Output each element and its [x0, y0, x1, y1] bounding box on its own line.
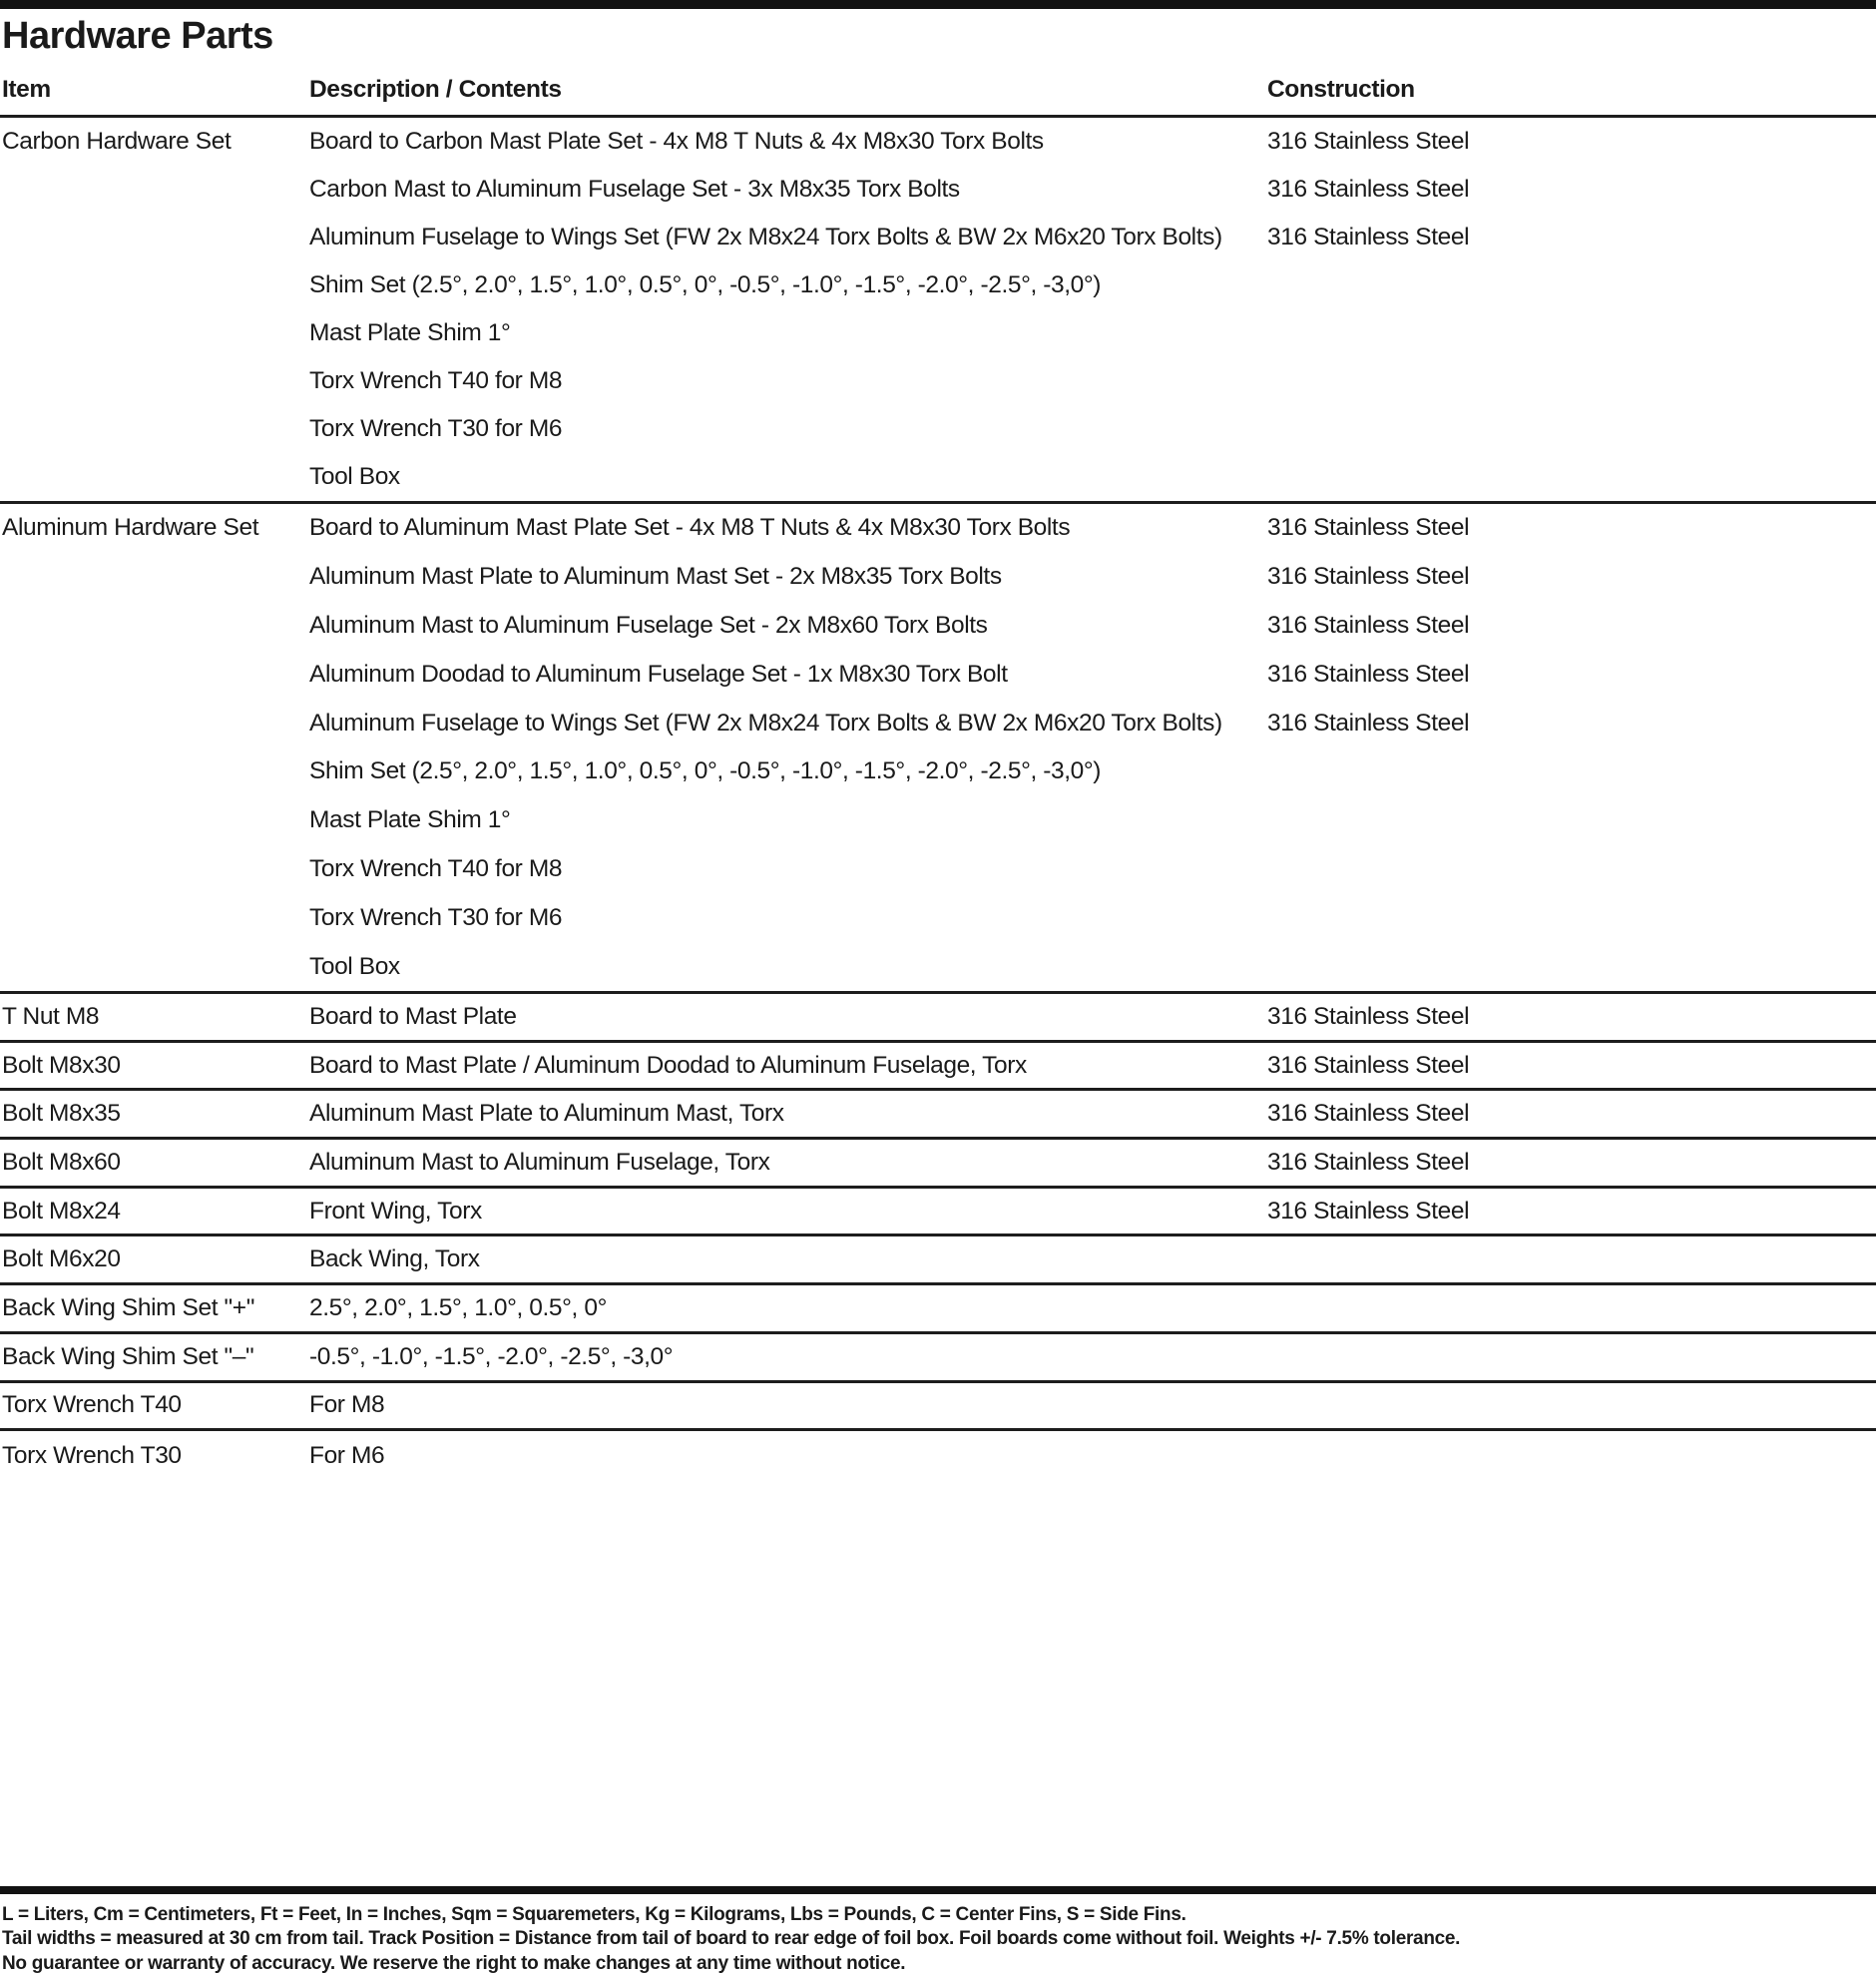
group-line: [0, 504, 1876, 553]
desc-cell: Board to Aluminum Mast Plate Set - 4x M8 T Nuts & 4x M8x30 Torx Bolts: [309, 514, 1071, 542]
construction-cell: 316 Stainless Steel: [1267, 176, 1470, 203]
group-line: [0, 699, 1876, 747]
desc-cell: For M6: [309, 1441, 385, 1469]
table-row: [0, 1189, 1876, 1237]
desc-cell: Tool Box: [309, 463, 400, 490]
item-cell: Bolt M8x60: [2, 1148, 121, 1176]
construction-cell: 316 Stainless Steel: [1267, 1002, 1470, 1030]
group-line: [0, 166, 1876, 214]
item-cell: Torx Wrench T30: [2, 1441, 182, 1469]
desc-cell: Torx Wrench T30 for M6: [309, 415, 563, 442]
footer-note-line: Tail widths = measured at 30 cm from tail. Track Position = Distance from tail of board to rear edge of foil box. Foil boards come without foil. Weights +/- 7.5% tolerance.: [2, 1928, 1461, 1950]
item-cell: Back Wing Shim Set "–": [2, 1342, 254, 1370]
desc-cell: Mast Plate Shim 1°: [309, 319, 511, 346]
desc-cell: Aluminum Mast to Aluminum Fuselage, Torx: [309, 1148, 770, 1176]
group-line: [0, 650, 1876, 699]
desc-cell: 2.5°, 2.0°, 1.5°, 1.0°, 0.5°, 0°: [309, 1293, 607, 1321]
construction-cell: 316 Stainless Steel: [1267, 709, 1470, 737]
footer-note-line: No guarantee or warranty of accuracy. We reserve the right to make changes at any time without notice.: [2, 1952, 906, 1973]
desc-cell: Aluminum Doodad to Aluminum Fuselage Set - 1x M8x30 Torx Bolt: [309, 660, 1008, 688]
column-header-description: Description / Contents: [309, 76, 562, 103]
group-line: [0, 214, 1876, 261]
construction-cell: 316 Stainless Steel: [1267, 1051, 1470, 1079]
desc-cell: Aluminum Mast to Aluminum Fuselage Set - 2x M8x60 Torx Bolts: [309, 611, 988, 639]
group-line: [0, 845, 1876, 894]
table-row: [0, 1091, 1876, 1140]
desc-cell: Shim Set (2.5°, 2.0°, 1.5°, 1.0°, 0.5°, 0°, -0.5°, -1.0°, -1.5°, -2.0°, -2.5°, -3,0°): [309, 757, 1102, 785]
table-row: [0, 1285, 1876, 1334]
table-row: [0, 1140, 1876, 1189]
group-line: [0, 893, 1876, 942]
desc-cell: Front Wing, Torx: [309, 1197, 482, 1225]
table-row: [0, 1383, 1876, 1432]
group-line: [0, 602, 1876, 651]
desc-cell: Tool Box: [309, 952, 400, 980]
desc-cell: For M8: [309, 1391, 385, 1419]
desc-cell: Torx Wrench T30 for M6: [309, 903, 563, 931]
group-line: [0, 405, 1876, 453]
desc-cell: Aluminum Mast Plate to Aluminum Mast, Torx: [309, 1100, 784, 1128]
item-cell: Bolt M8x30: [2, 1051, 121, 1079]
row-group-carbon-hardware-set: [0, 118, 1876, 504]
desc-cell: Carbon Mast to Aluminum Fuselage Set - 3x M8x35 Torx Bolts: [309, 176, 960, 203]
column-header-item: Item: [2, 76, 51, 103]
item-cell: Carbon Hardware Set: [2, 128, 232, 155]
group-line: [0, 309, 1876, 357]
footer-divider-bar: [0, 1886, 1876, 1894]
footer-notes: [2, 1903, 1460, 1973]
top-divider-bar: [0, 0, 1876, 9]
desc-cell: Aluminum Fuselage to Wings Set (FW 2x M8x24 Torx Bolts & BW 2x M6x20 Torx Bolts): [309, 224, 1222, 250]
table-row: [0, 994, 1876, 1043]
desc-cell: Torx Wrench T40 for M8: [309, 367, 563, 394]
table-row: [0, 1334, 1876, 1383]
construction-cell: 316 Stainless Steel: [1267, 660, 1470, 688]
construction-cell: 316 Stainless Steel: [1267, 1148, 1470, 1176]
desc-cell: Aluminum Mast Plate to Aluminum Mast Set - 2x M8x35 Torx Bolts: [309, 563, 1002, 591]
desc-cell: Board to Mast Plate / Aluminum Doodad to Aluminum Fuselage, Torx: [309, 1051, 1027, 1079]
single-rows-section: [0, 994, 1876, 1480]
group-line: [0, 747, 1876, 796]
construction-cell: 316 Stainless Steel: [1267, 1197, 1470, 1225]
desc-cell: Board to Mast Plate: [309, 1002, 517, 1030]
column-header-construction: Construction: [1267, 76, 1415, 103]
desc-cell: Mast Plate Shim 1°: [309, 806, 511, 834]
construction-cell: 316 Stainless Steel: [1267, 514, 1470, 542]
item-cell: T Nut M8: [2, 1002, 100, 1030]
desc-cell: Aluminum Fuselage to Wings Set (FW 2x M8x24 Torx Bolts & BW 2x M6x20 Torx Bolts): [309, 709, 1222, 737]
construction-cell: 316 Stainless Steel: [1267, 611, 1470, 639]
item-cell: Bolt M8x35: [2, 1100, 121, 1128]
item-cell: Torx Wrench T40: [2, 1391, 182, 1419]
footer-note-line: L = Liters, Cm = Centimeters, Ft = Feet, In = Inches, Sqm = Squaremeters, Kg = Kilograms, Lbs = Pounds, C = Center Fins, S = Side Fins.: [2, 1904, 1186, 1926]
construction-cell: 316 Stainless Steel: [1267, 224, 1470, 250]
group-line: [0, 553, 1876, 602]
item-cell: Back Wing Shim Set "+": [2, 1293, 255, 1321]
group-line: [0, 261, 1876, 309]
desc-cell: Board to Carbon Mast Plate Set - 4x M8 T Nuts & 4x M8x30 Torx Bolts: [309, 128, 1044, 155]
table-row: [0, 1236, 1876, 1285]
page-title: Hardware Parts: [2, 15, 273, 57]
desc-cell: Torx Wrench T40 for M8: [309, 854, 563, 882]
group-line: [0, 357, 1876, 405]
item-cell: Bolt M8x24: [2, 1197, 121, 1225]
table-header-row: [0, 65, 1876, 118]
item-cell: Aluminum Hardware Set: [2, 514, 259, 542]
item-cell: Bolt M6x20: [2, 1245, 121, 1273]
construction-cell: 316 Stainless Steel: [1267, 1100, 1470, 1128]
group-line: [0, 118, 1876, 166]
desc-cell: -0.5°, -1.0°, -1.5°, -2.0°, -2.5°, -3,0°: [309, 1342, 674, 1370]
table-row: [0, 1431, 1876, 1480]
desc-cell: Shim Set (2.5°, 2.0°, 1.5°, 1.0°, 0.5°, 0°, -0.5°, -1.0°, -1.5°, -2.0°, -2.5°, -3,0°): [309, 271, 1102, 298]
construction-cell: 316 Stainless Steel: [1267, 128, 1470, 155]
group-line: [0, 453, 1876, 501]
group-line: [0, 942, 1876, 991]
desc-cell: Back Wing, Torx: [309, 1245, 480, 1273]
construction-cell: 316 Stainless Steel: [1267, 563, 1470, 591]
group-line: [0, 796, 1876, 845]
table-row: [0, 1043, 1876, 1092]
row-group-aluminum-hardware-set: [0, 504, 1876, 994]
